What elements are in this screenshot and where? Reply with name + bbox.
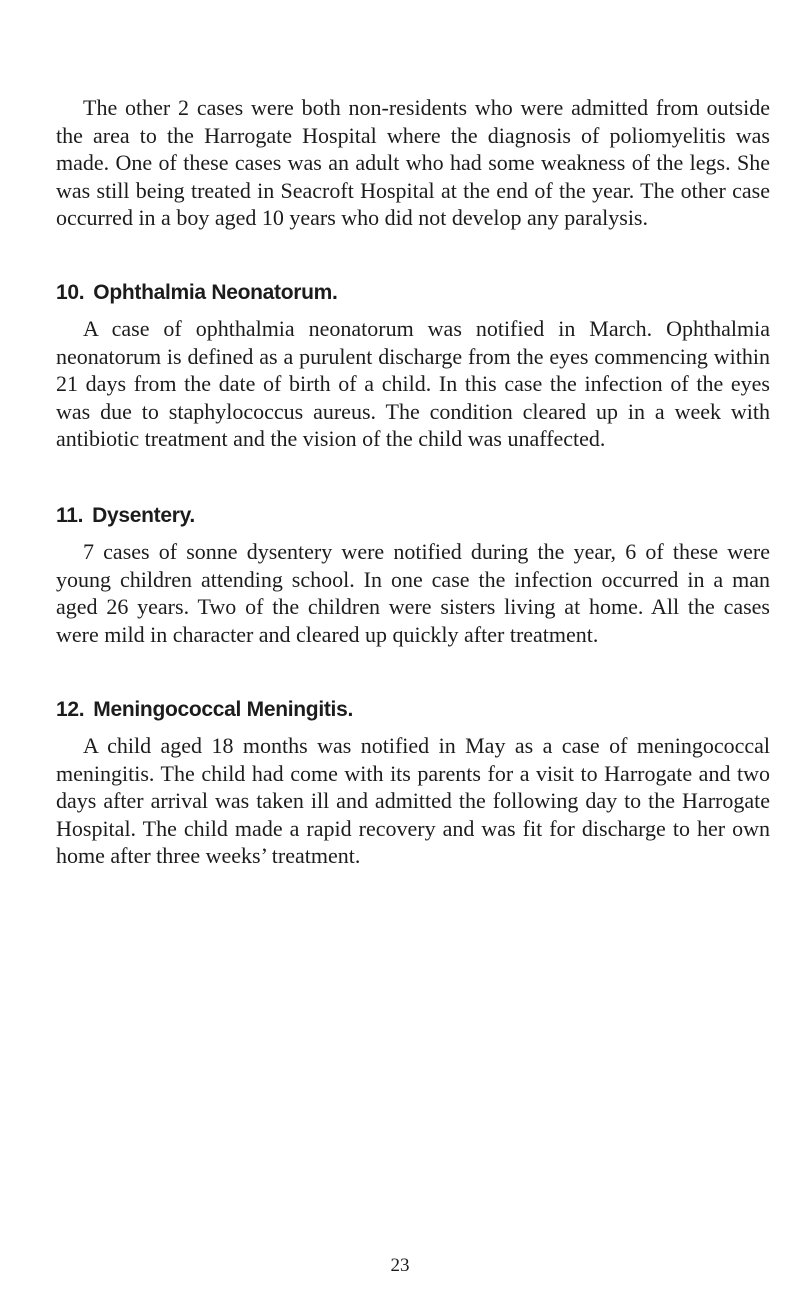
intro-paragraph: The other 2 cases were both non-residents who were admitted from outside the area to the Harrogate Hospital where the diagnosis of poliomyelitis was made. One of these cases was an adult who had some weakness of the legs. She was still being treated in Seacroft Hospital at the end of the year. The other case occurred in a boy aged 10 years who did not develop any paralysis. [56,95,770,231]
page-number: 23 [390,1255,410,1276]
section-number: 11. [56,504,84,527]
section-title: Meningococcal Meningitis. [93,698,353,721]
section-body-dysentery: 7 cases of sonne dysentery were notified during the year, 6 of these were young children attending school. In one case the infection occurred in a man aged 26 years. Two of the children were sisters living at home. All the cases were mild in character and cleared up quickly after treatment. [56,539,770,647]
section-number: 12. [56,698,85,721]
section-heading-ophthalmia-neonatorum [56,280,338,306]
section-title: Dysentery. [92,504,195,527]
section-number: 10. [56,281,85,304]
section-title: Ophthalmia Neonatorum. [93,281,338,304]
section-body-ophthalmia-neonatorum: A case of ophthalmia neonatorum was notified in March. Ophthalmia neonatorum is defined as a purulent discharge from the eyes commencing within 21 days from the date of birth of a child. In this case the infection of the eyes was due to staphylococcus aureus. The condition cleared up in a week with antibiotic treatment and the vision of the child was unaffected. [56,316,770,452]
section-heading-meningococcal-meningitis [56,697,353,723]
section-body-meningococcal-meningitis: A child aged 18 months was notified in May as a case of meningococcal meningitis. The child had come with its parents for a visit to Harrogate and two days after arrival was taken ill and admitted the following day to the Harrogate Hospital. The child made a rapid recovery and was fit for discharge to her own home after three weeks’ treatment. [56,733,770,869]
section-heading-dysentery [56,503,195,529]
